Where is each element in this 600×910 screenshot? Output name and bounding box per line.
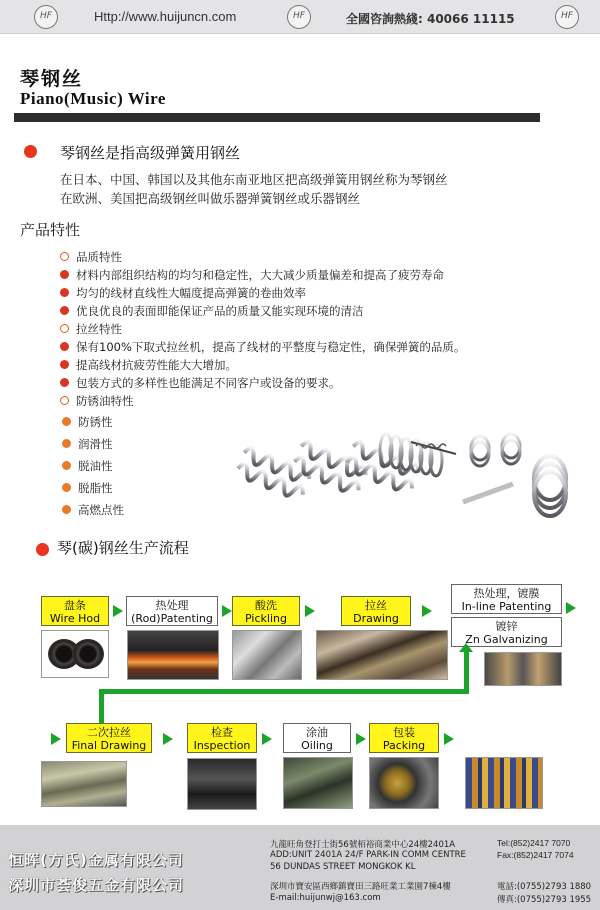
fax-sz: 傳真:(0755)2793 1955 <box>497 895 592 905</box>
step-rod-patenting <box>126 596 218 626</box>
hollow-bullet-icon <box>60 396 69 405</box>
step-inline-patenting <box>451 584 562 614</box>
intro-heading: 琴钢丝是指高级弹簧用钢丝 <box>60 144 241 162</box>
step-final-drawing <box>66 723 152 753</box>
oil-item: 防锈性 <box>78 415 113 429</box>
address-hk-en: ADD:UNIT 2401A 24/F PARK-IN COMM CENTRE <box>270 850 466 860</box>
tel-hk: Tel:(852)2417 7070 <box>497 838 571 848</box>
photo-galvanizing <box>484 652 562 686</box>
arrow-right-icon <box>51 733 61 745</box>
step-cn-label: 镀锌 <box>495 620 518 633</box>
photo-packing <box>369 757 439 809</box>
step-en-label: Inspection <box>193 739 251 752</box>
fax-hk: Fax:(852)2417 7074 <box>497 850 574 860</box>
hollow-bullet-icon <box>60 324 69 333</box>
address-sz: 深圳市寶安區西鄉鎮寶田三路旺業工業園7棟4樓 <box>270 882 451 892</box>
step-cn-label: 涂油 <box>306 726 328 739</box>
photo-warehouse <box>465 757 543 809</box>
arrow-right-icon <box>113 605 123 617</box>
step-en-label: (Rod)Patenting <box>131 612 213 625</box>
bullet-icon <box>60 360 69 369</box>
bullet-icon <box>62 483 71 492</box>
bullet-icon <box>62 439 71 448</box>
arrow-right-icon <box>262 733 272 745</box>
quality-item: 材料内部组织结构的均匀和稳定性，大大减少质量偏差和提高了疲劳寿命 <box>76 268 444 282</box>
company-logo-icon: HF <box>287 5 311 29</box>
bullet-icon <box>60 342 69 351</box>
flow-connector <box>464 650 469 693</box>
page-title: 琴钢丝 <box>20 68 84 90</box>
quality-item: 均匀的线材直线性大幅度提高弹簧的卷曲效率 <box>76 286 306 300</box>
company-name-sz: 深圳市荟俊五金有限公司 <box>8 876 185 894</box>
step-oiling <box>283 723 351 753</box>
website-link[interactable]: Http://www.huijuncn.com <box>94 9 237 24</box>
bullet-icon <box>62 505 71 514</box>
drawing-item: 提高线材抗疲劳性能大大增加。 <box>76 358 237 372</box>
step-cn-label: 检查 <box>211 726 233 739</box>
photo-oiling <box>283 757 353 809</box>
step-cn-label: 热处理 <box>155 599 189 612</box>
drawing-item: 包装方式的多样性也能满足不同客户或设备的要求。 <box>76 376 341 390</box>
oil-item: 脱脂性 <box>78 481 113 495</box>
photo-drawing <box>316 630 448 680</box>
step-en-label: Wire Hod <box>49 612 101 625</box>
step-en-label: Zn Galvanizing <box>465 633 548 646</box>
hotline-text: 全國咨詢熱綫: 40066 11115 <box>346 12 515 26</box>
drawing-title: 拉丝特性 <box>76 322 122 336</box>
section-bullet-icon <box>36 543 49 556</box>
address-hk-en-2: 56 DUNDAS STREET MONGKOK KL <box>270 862 416 872</box>
photo-pickling <box>232 630 302 680</box>
quality-title: 品质特性 <box>76 250 122 264</box>
step-cn-label: 二次拉丝 <box>87 726 131 739</box>
arrow-right-icon <box>422 605 432 617</box>
oil-item: 润滑性 <box>78 437 113 451</box>
step-cn-label: 酸洗 <box>255 599 277 612</box>
quality-item: 优良优良的表面即能保证产品的质量又能实现环境的清洁 <box>76 304 364 318</box>
photo-furnace <box>127 630 219 680</box>
step-cn-label: 包装 <box>393 726 415 739</box>
bullet-icon <box>62 417 71 426</box>
arrow-right-icon <box>222 605 232 617</box>
arrow-up-icon <box>459 643 473 652</box>
step-en-label: Packing <box>382 739 426 752</box>
oil-title: 防锈油特性 <box>76 394 134 408</box>
step-inspection <box>187 723 257 753</box>
step-cn-label: 拉丝 <box>365 599 387 612</box>
step-wire-hod <box>41 596 109 626</box>
hollow-bullet-icon <box>60 252 69 261</box>
step-cn-label: 热处理，镀膜 <box>473 587 540 600</box>
springs-product-image <box>228 420 588 530</box>
photo-wire-rod <box>41 630 109 678</box>
page-subtitle: Piano(Music) Wire <box>20 89 166 108</box>
arrow-right-icon <box>566 602 576 614</box>
section-bullet-icon <box>24 145 37 158</box>
tel-sz: 電話:(0755)2793 1880 <box>497 882 592 892</box>
bullet-icon <box>60 288 69 297</box>
flow-connector <box>99 689 469 694</box>
intro-line-2: 在欧洲、美国把高级钢丝叫做乐器弹簧钢丝或乐器钢丝 <box>60 191 361 206</box>
company-logo-icon: HF <box>34 5 58 29</box>
step-pickling <box>232 596 300 626</box>
process-heading: 琴(碳)钢丝生产流程 <box>57 539 189 557</box>
step-en-label: Pickling <box>245 612 287 625</box>
oil-item: 高燃点性 <box>78 503 124 517</box>
bullet-icon <box>60 378 69 387</box>
step-en-label: Drawing <box>353 612 399 625</box>
photo-inspection <box>187 758 257 810</box>
drawing-item: 保有100%下取式拉丝机，提高了线材的平整度与稳定性，确保弹簧的品质。 <box>76 340 466 354</box>
address-hk-cn: 九龍旺角登打士街56號栢裕商業中心24樓2401A <box>270 840 456 850</box>
step-cn-label: 盘条 <box>64 599 86 612</box>
oil-item: 脱油性 <box>78 459 113 473</box>
features-heading: 产品特性 <box>20 221 81 239</box>
title-divider-band <box>14 113 540 122</box>
company-name-hk: 恒晖(方氏)金属有限公司 <box>8 851 184 869</box>
email-link[interactable]: E-mail:huijunwj@163.com <box>270 893 381 903</box>
bullet-icon <box>62 461 71 470</box>
bullet-icon <box>60 306 69 315</box>
step-en-label: In-line Patenting <box>461 600 552 613</box>
arrow-right-icon <box>163 733 173 745</box>
arrow-right-icon <box>305 605 315 617</box>
arrow-right-icon <box>444 733 454 745</box>
intro-line-1: 在日本、中国、韩国以及其他东南亚地区把高级弹簧用钢丝称为琴钢丝 <box>60 172 448 187</box>
photo-final-drawing <box>41 761 127 807</box>
arrow-right-icon <box>356 733 366 745</box>
step-packing <box>369 723 439 753</box>
step-drawing <box>341 596 411 626</box>
step-en-label: Final Drawing <box>71 739 147 752</box>
step-en-label: Oiling <box>301 739 333 752</box>
company-logo-icon: HF <box>555 5 579 29</box>
bullet-icon <box>60 270 69 279</box>
